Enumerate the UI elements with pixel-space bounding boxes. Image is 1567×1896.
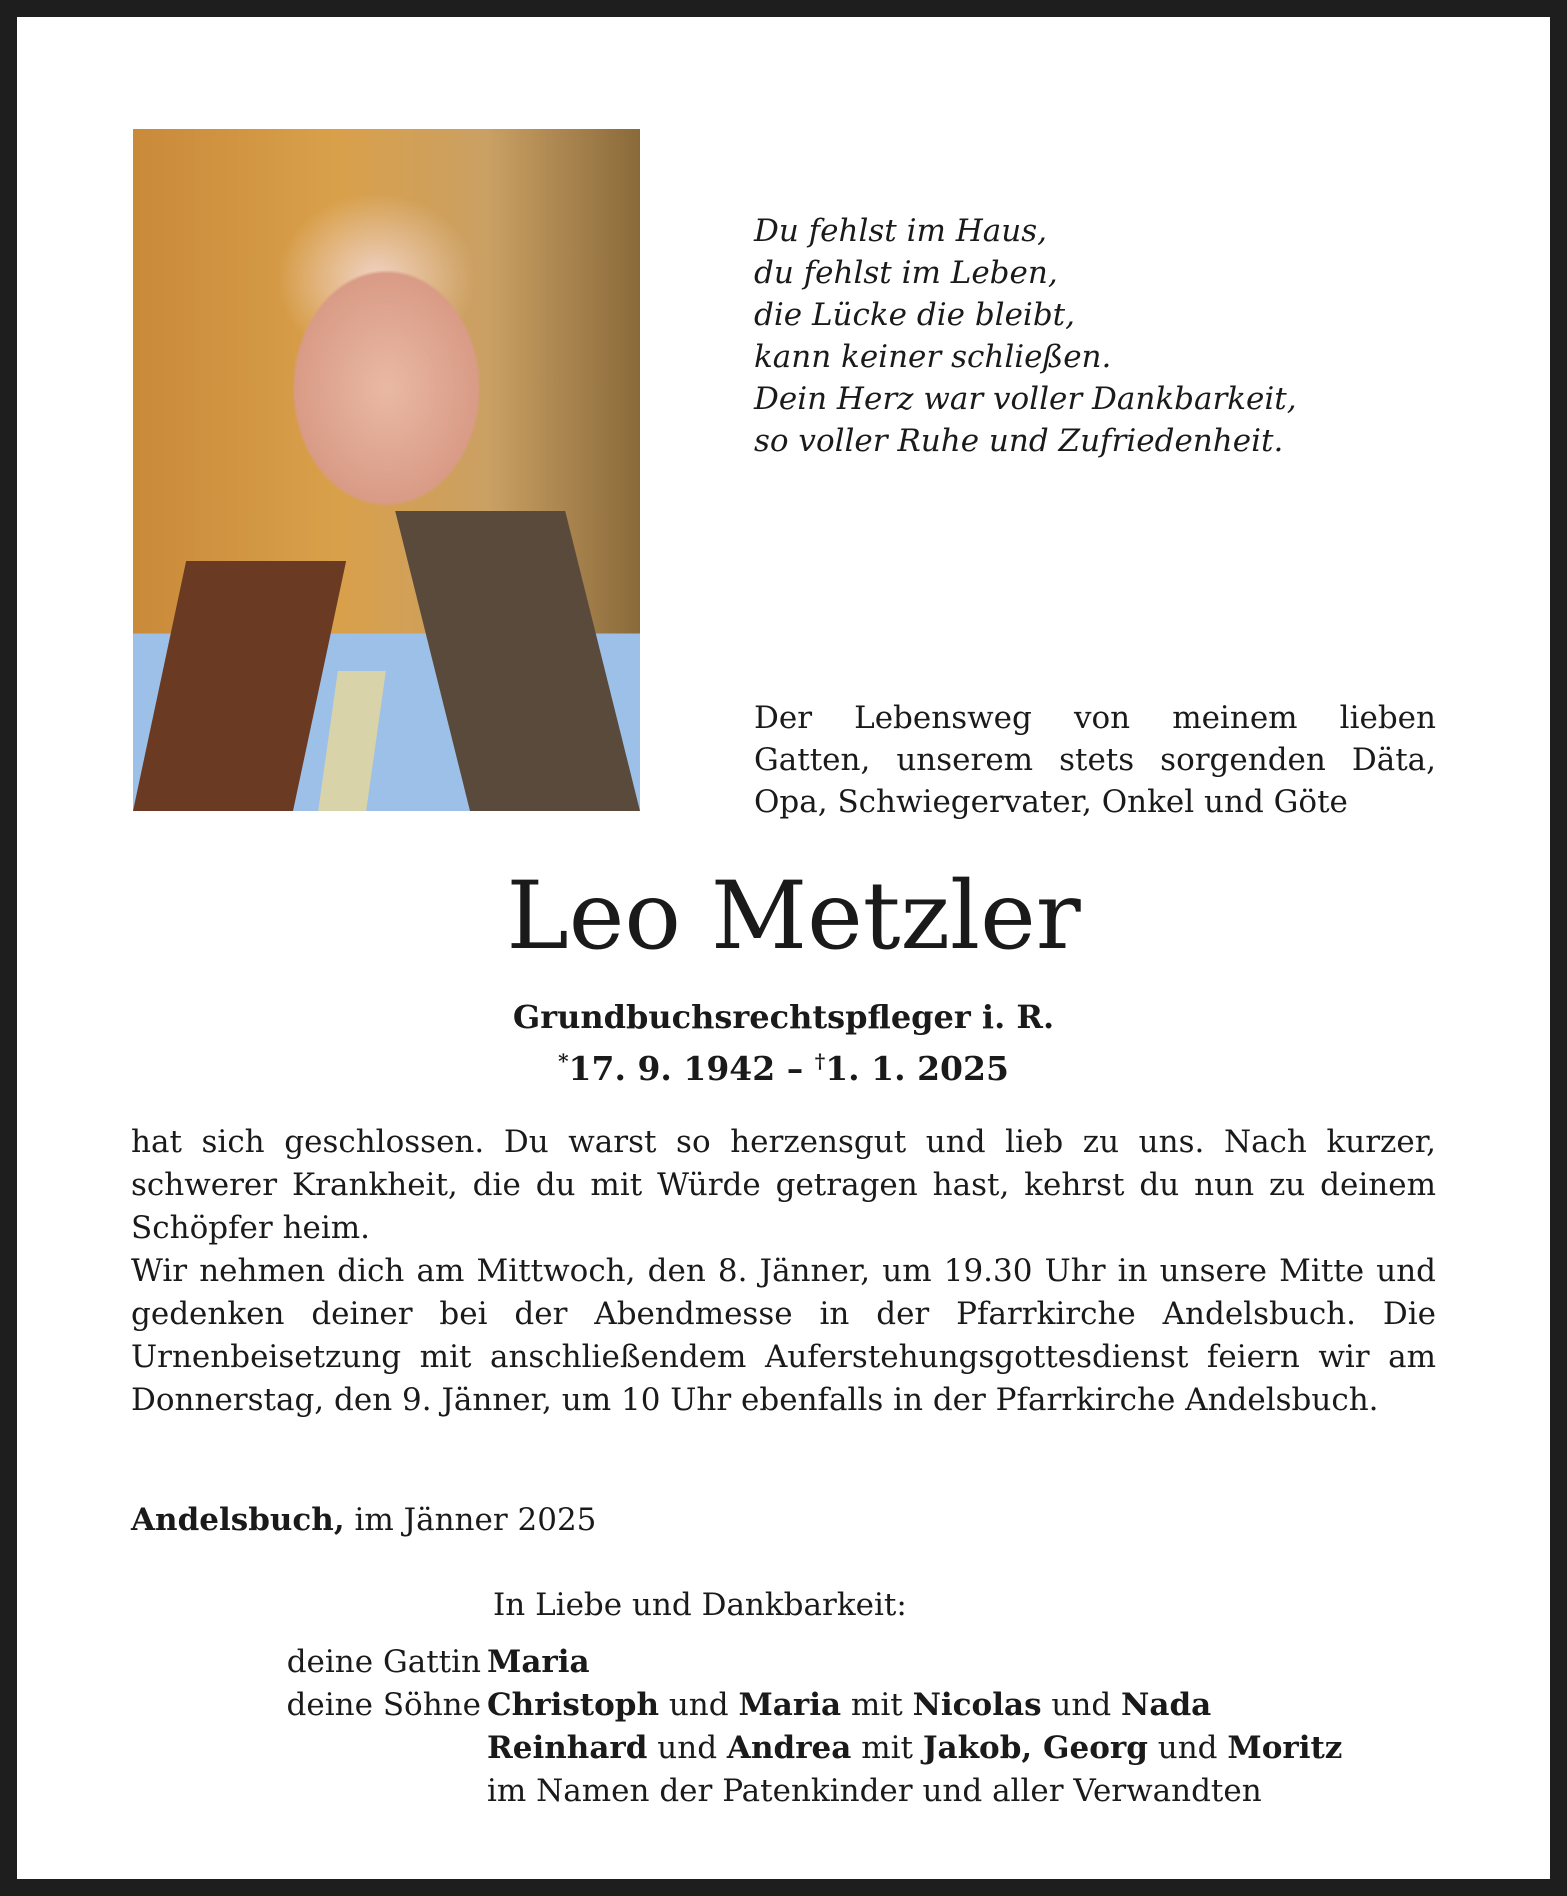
family-name: Maria <box>487 1644 590 1680</box>
connector: und <box>1041 1687 1122 1723</box>
place-date <box>131 1499 596 1541</box>
photo-tie <box>318 671 386 811</box>
family-name: Christoph <box>487 1687 659 1723</box>
life-dates <box>0 1040 1567 1090</box>
connector: und <box>658 1687 739 1723</box>
deceased-name: Leo Metzler <box>506 862 1081 971</box>
family-name: Jakob, Georg <box>922 1730 1148 1766</box>
birth-date: 17. 9. 1942 <box>568 1049 776 1088</box>
poem <box>754 210 1297 462</box>
poem-line: du fehlst im Leben, <box>754 255 1058 291</box>
intro-line: Gatten, unserem stets sorgenden Däta, <box>754 742 1436 778</box>
connector: und <box>1147 1730 1228 1766</box>
place-town: Andelsbuch, <box>131 1502 345 1538</box>
photo-vest-left <box>133 561 346 811</box>
closing-line: im Namen der Patenkinder und aller Verwandten <box>487 1773 1262 1809</box>
intro-text <box>754 697 1436 823</box>
intro-line: Opa, Schwiegervater, Onkel und Göte <box>754 784 1348 820</box>
intro-line: Der Lebensweg von meinem lieben <box>754 700 1436 736</box>
family-list <box>0 1641 1342 1813</box>
family-name: Moritz <box>1227 1730 1343 1766</box>
family-name: Reinhard <box>487 1730 648 1766</box>
connector: und <box>647 1730 727 1766</box>
family-name: Nada <box>1121 1687 1212 1723</box>
poem-line: Dein Herz war voller Dankbarkeit, <box>754 381 1297 417</box>
family-label: deine Gattin <box>286 1644 481 1680</box>
date-dash: – <box>775 1049 815 1088</box>
family-label: deine Söhne <box>286 1687 481 1723</box>
family-row <box>0 1641 1342 1684</box>
death-symbol: † <box>814 1049 826 1073</box>
family-row <box>0 1727 1342 1770</box>
portrait-photo <box>133 129 640 811</box>
family-row <box>0 1770 1342 1813</box>
birth-symbol: * <box>558 1049 569 1073</box>
place-date-text: im Jänner 2025 <box>344 1502 597 1538</box>
body-paragraph: hat sich geschlossen. Du warst so herzensgut und lieb zu uns. Nach kurzer, schwerer Krankheit, die du mit Würde getragen hast, kehrst du nun zu deinem Schöpfer heim. <box>131 1124 1436 1246</box>
family-name: Nicolas <box>912 1687 1042 1723</box>
connector: mit <box>851 1730 923 1766</box>
family-name: Maria <box>738 1687 842 1723</box>
poem-line: die Lücke die bleibt, <box>754 297 1075 333</box>
death-date: 1. 1. 2025 <box>825 1049 1009 1088</box>
poem-line: kann keiner schließen. <box>754 339 1112 375</box>
deceased-title: Grundbuchsrechtspfleger i. R. <box>512 998 1055 1036</box>
body-paragraph: Wir nehmen dich am Mittwoch, den 8. Jänner, um 19.30 Uhr in unsere Mitte und gedenken deiner bei der Abendmesse in der Pfarrkirche Andelsbuch. Die Urnenbeisetzung mit anschließendem Auferstehungsgottesdienst feiern wir am Donnerstag, den 9. Jänner, um 10 Uhr ebenfalls in der Pfarrkirche Andelsbuch. <box>131 1253 1436 1418</box>
family-name: Andrea <box>726 1730 852 1766</box>
connector: mit <box>841 1687 913 1723</box>
poem-line: Du fehlst im Haus, <box>754 213 1048 249</box>
body-text <box>131 1121 1436 1422</box>
family-row <box>0 1684 1342 1727</box>
poem-line: so voller Ruhe und Zufriedenheit. <box>754 423 1284 459</box>
photo-vest-right <box>395 511 640 811</box>
signoff: In Liebe und Dankbarkeit: <box>493 1587 907 1623</box>
